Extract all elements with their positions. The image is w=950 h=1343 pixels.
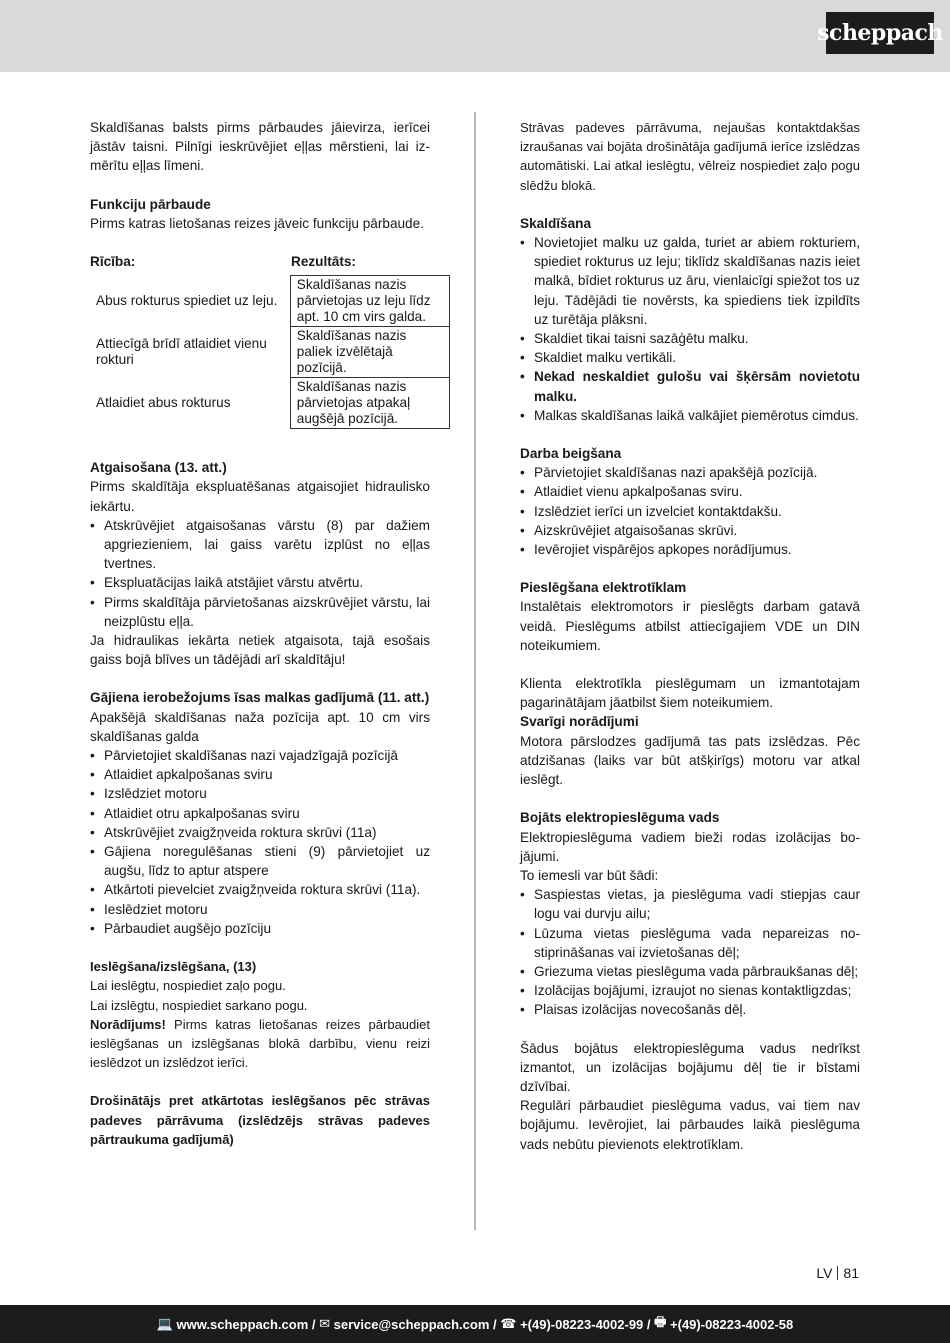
venting-list [90, 516, 430, 631]
list-item: • Atkārtoti pievelciet zvaigžņveida roktura skrūvi (11a). [90, 880, 430, 899]
damaged-cable-causes-intro: To iemesli var būt šādi: [520, 867, 659, 883]
mains-connection-text: Instalētais elektromotors ir pieslēgts darbam gatavā veidā. Pieslēgums atbilst attiecīgajiem VDE un DIN noteikumiem. [520, 599, 860, 653]
list-item: • Lūzuma vietas pieslēguma vada nepareizas nostiprināšanas vai izvietošanas dēļ; [520, 924, 860, 962]
function-check-text: Pirms katras lietošanas reizes jāveic funkciju pārbaude. [90, 215, 424, 231]
list-item: • Atlaidiet apkalpošanas sviru [90, 765, 430, 784]
phone-number: +(49)-08223-4002-99 [520, 1316, 644, 1332]
result-cell: Skaldīšanas nazis pārvietojas atpakaļ augšējā pozīcijā. [290, 378, 449, 429]
list-item: • Skaldiet tikai taisni sazāģētu malku. [520, 329, 860, 348]
list-item: • Atskrūvējiet zvaigžņveida roktura skrūvi (11a) [90, 823, 430, 842]
function-check-table [90, 275, 450, 429]
footer-bar [0, 1305, 950, 1343]
mains-connection-title: Pieslēgšana elektrotīklam [520, 580, 687, 596]
action-cell: Abus rokturus spiediet uz leju. [96, 293, 278, 309]
restart-protection-title: Drošinātājs pret atkārtotas ieslēgšanos pēc strāvas padeves pārrāvuma (izslēdzējs strāvas padeves pārtraukuma gadījumā) [90, 1093, 430, 1147]
end-of-work-title: Darba beigšana [520, 446, 622, 462]
damaged-cable-list [520, 885, 860, 1019]
phone-icon: ☎ [500, 1316, 521, 1331]
result-column-header: Rezultāts: [291, 254, 356, 270]
important-notes-title: Svarīgi norādījumi [520, 714, 639, 730]
fax-number: +(49)-08223-4002-58 [670, 1316, 794, 1332]
footer-separator: / [489, 1316, 501, 1332]
splitting-list [520, 233, 860, 425]
end-of-work-list [520, 463, 860, 559]
on-off-title: Ieslēgšana/izslēgšana, (13) [90, 959, 257, 975]
list-item: • Pirms skaldītāja pārvietošanas aizskrūvējiet vārstu, lai neizplūstu eļļa. [90, 593, 430, 631]
list-item-warning: • Nekad neskaldiet gulošu vai šķērsām novietotu malku. [520, 367, 860, 405]
list-item: • Griezuma vietas pieslēguma vada pārbraukšanas dēļ; [520, 962, 860, 981]
important-notes-text: Motora pārslodzes gadījumā tas pats izslēdzas. Pēc atdzišanas (laiks var būt atšķirīgs) motoru var atkal ieslēgt. [520, 733, 860, 788]
list-item: • Atlaidiet otru apkalpošanas sviru [90, 804, 430, 823]
table-row [90, 276, 450, 327]
brand-logo: scheppach [826, 12, 934, 54]
list-item: • Pārvietojiet skaldīšanas nazi vajadzīgajā pozīcijā [90, 746, 430, 765]
list-item: • Malkas skaldīšanas laikā valkājiet piemērotus cimdus. [520, 406, 860, 425]
list-item: • Pārvietojiet skaldīšanas nazi apakšējā pozīcijā. [520, 463, 860, 482]
column-divider [474, 112, 476, 1230]
email-link[interactable]: service@scheppach.com [333, 1316, 490, 1332]
result-cell: Skaldīšanas nazis paliek izvēlētajā pozīcijā. [290, 327, 449, 378]
table-row [90, 378, 450, 429]
list-item: • Izolācijas bojājumi, izraujot no sienas kontaktligzdas; [520, 981, 860, 1000]
mains-connection-requirement: Klienta elektrotīkla pieslēgumam un izmantotajam pagarinātājam jāatbilst šiem noteikumiem. [520, 676, 860, 711]
fax-icon: 🖶 [654, 1314, 671, 1329]
action-column-header: Rīcība: [90, 254, 136, 270]
list-item: • Izslēdziet ierīci un izvelciet kontaktdakšu. [520, 502, 860, 521]
envelope-icon: ✉ [319, 1316, 334, 1331]
list-item: • Izslēdziet motoru [90, 784, 430, 803]
list-item: • Novietojiet malku uz galda, turiet ar abiem rokturiem, spiediet rokturus uz leju; tiklīdz skaldīšanas nazis ieiet malkā, bīdiet rokturus uz āru, vienlaicīgi spiežot tos uz leju. Tādējādi tie novērsts, ka spiediens tiek izpildīts uz turētāja plāksni. [520, 233, 860, 329]
venting-text: Pirms skaldītāja ekspluatēšanas atgaisojiet hidraulisko iekārtu. [90, 479, 430, 514]
left-column [90, 118, 430, 1149]
header-bar [0, 0, 950, 72]
damaged-cable-check: Regulāri pārbaudiet pieslēguma vadus, vai tiem nav bojājumu. Ievērojiet, lai pārbaudes laikā pieslēguma vads nebūtu pievienots elektrotīklam. [520, 1098, 860, 1152]
list-item: • Atskrūvējiet atgaisošanas vārstu (8) par dažiem apgriezieniem, lai gaiss varētu izplūst no eļļas tvertnes. [90, 516, 430, 574]
table-header [90, 252, 430, 271]
note-text: Pirms katras lietošanas reizes pārbaudiet ieslēgšanas un izslēgšanas blokā darbību, vienu reizi ieslēdzot un izslēdzot ierīci. [90, 1016, 430, 1071]
restart-protection-text: Strāvas padeves pārrāvuma, nejaušas kontaktdakšas izraušanas vai bojāta drošinātāja gadījumā ierīce izslēdzas automātiski. Lai atkal ieslēgtu, vēlreiz nospiediet zaļo pogu slēdžu blokā. [520, 120, 860, 193]
action-cell: Attiecīgā brīdī atlaidiet vienu rokturi [96, 336, 267, 368]
list-item: • Atlaidiet vienu apkalpošanas sviru. [520, 482, 860, 501]
venting-title: Atgaisošana (13. att.) [90, 460, 227, 476]
list-item: • Pārbaudiet augšējo pozīciju [90, 919, 430, 938]
splitting-title: Skaldīšana [520, 215, 592, 231]
stroke-limit-text: Apakšējā skaldīšanas naža pozīcija apt. 10 cm virs skaldīšanas galda [90, 709, 430, 744]
page-number [816, 1265, 859, 1281]
damaged-cable-title: Bojāts elektropieslēguma vads [520, 810, 720, 826]
on-off-line-1: Lai ieslēgtu, nospiediet zaļo pogu. [90, 978, 286, 994]
list-item: • Saspiestas vietas, ja pieslēguma vadi stiepjas caur logu vai durvju ailu; [520, 885, 860, 923]
computer-icon: 💻 [156, 1316, 177, 1331]
damaged-cable-text: Elektropieslēguma vadiem bieži rodas izolācijas bojājumi. [520, 829, 860, 864]
right-column [520, 118, 860, 1154]
damaged-cable-warning: Šādus bojātus elektropieslēguma vadus nedrīkst izmantot, un izolācijas bojājumu dēļ tie ir bīstami dzīvībai. [520, 1040, 860, 1094]
page-number-separator [837, 1266, 838, 1280]
list-item: • Aizskrūvējiet atgaisošanas skrūvi. [520, 521, 860, 540]
venting-warning: Ja hidraulikas iekārta netiek atgaisota, tajā esošais gaiss bojā blīves un tādējādi arī skaldītāju! [90, 633, 430, 668]
action-cell: Atlaidiet abus rokturus [96, 395, 231, 411]
list-item: • Gājiena noregulēšanas stieni (9) pārvietojiet uz augšu, līdz to aptur atspere [90, 842, 430, 880]
list-item: • Ekspluatācijas laikā atstājiet vārstu atvērtu. [90, 573, 430, 592]
note-label: Norādījums! [90, 1016, 166, 1032]
stroke-limit-list [90, 746, 430, 938]
on-off-line-2: Lai izslēgtu, nospiediet sarkano pogu. [90, 997, 308, 1013]
list-item: • Plaisas izolācijas novecošanās dēļ. [520, 1000, 860, 1019]
result-cell: Skaldīšanas nazis pārvietojas uz leju līdz apt. 10 cm virs galda. [290, 276, 449, 327]
function-check-title: Funkciju pārbaude [90, 196, 211, 212]
language-code: LV [816, 1265, 833, 1281]
intro-text: Skaldīšanas balsts pirms pārbaudes jāievirza, ierīcei jāstāv taisni. Pilnīgi ieskrūvējiet eļļas mērstieni, lai izmērītu eļļas līmeni. [90, 120, 430, 174]
list-item: • Skaldiet malku vertikāli. [520, 348, 860, 367]
table-row [90, 327, 450, 378]
stroke-limit-title: Gājiena ierobežojums īsas malkas gadījumā (11. att.) [90, 690, 430, 706]
website-link[interactable]: www.scheppach.com [176, 1316, 309, 1332]
footer-separator: / [308, 1316, 320, 1332]
list-item: • Ieslēdziet motoru [90, 900, 430, 919]
list-item: • Ievērojiet vispārējos apkopes norādījumus. [520, 540, 860, 559]
page-number-value: 81 [843, 1265, 859, 1281]
footer-separator: / [643, 1316, 655, 1332]
on-off-note [90, 1015, 430, 1073]
